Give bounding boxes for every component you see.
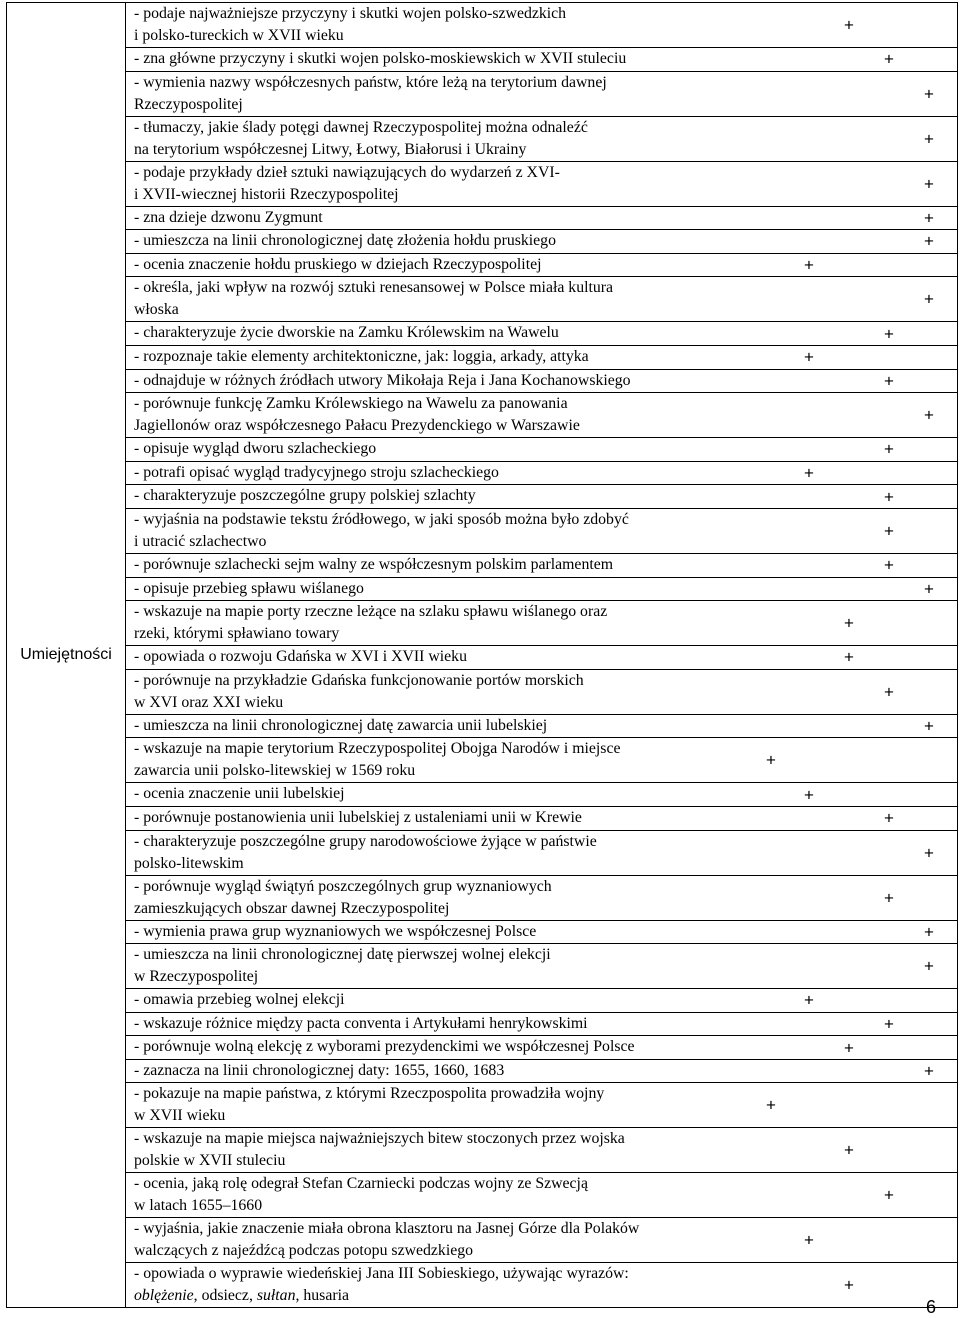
- section-label: Umiejętności: [20, 646, 112, 664]
- plus-mark: +: [924, 208, 934, 228]
- skill-item: [126, 806, 957, 830]
- skill-item: [126, 714, 957, 738]
- skill-text: - tłumaczy, jakie ślady potęgi dawnej Rzeczypospolitej można odnaleźć na terytorium współczesnej Litwy, Łotwy, Białorusi i Ukrainy: [134, 118, 588, 158]
- plus-mark: +: [884, 371, 894, 391]
- plus-mark: +: [924, 231, 934, 251]
- skill-item: [126, 782, 957, 806]
- plus-mark: +: [844, 647, 854, 667]
- plus-mark: +: [924, 922, 934, 942]
- plus-mark: +: [924, 956, 934, 976]
- skill-item: [126, 1262, 957, 1307]
- skill-text: - wyjaśnia na podstawie tekstu źródłowego, w jaki sposób można było zdobyć i utracić szlachectwo: [134, 510, 629, 550]
- skill-item: [126, 737, 957, 782]
- skill-item: [126, 988, 957, 1012]
- skill-text: - określa, jaki wpływ na rozwój sztuki renesansowej w Polsce miała kultura włoska: [134, 279, 614, 319]
- skill-item: [126, 553, 957, 577]
- skill-text: - wskazuje różnice między pacta conventa i Artykułami henrykowskimi: [134, 1014, 588, 1032]
- skill-item: [126, 321, 957, 345]
- skills-list-cell: [126, 3, 958, 1308]
- skill-text: - opowiada o wyprawie wiedeńskiej Jana III Sobieskiego, używając wyrazów: oblężenie, odsiecz, sułtan, husaria: [134, 1265, 629, 1305]
- skill-text: - wskazuje na mapie miejsca najważniejszych bitew stoczonych przez wojska polskie w XVII stuleciu: [134, 1130, 625, 1170]
- skill-item: [126, 645, 957, 669]
- skill-text: - umieszcza na linii chronologicznej datę pierwszej wolnej elekcji w Rzeczypospolitej: [134, 946, 551, 986]
- skill-text: - odnajduje w różnych źródłach utwory Mikołaja Reja i Jana Kochanowskiego: [134, 371, 631, 389]
- skill-item: [126, 830, 957, 875]
- skill-text: - porównuje postanowienia unii lubelskiej z ustaleniami unii w Krewie: [134, 808, 582, 826]
- skill-text: - wskazuje na mapie porty rzeczne leżące na szlaku spławu wiślanego oraz rzeki, którymi spławiano towary: [134, 603, 608, 643]
- plus-mark: +: [924, 1061, 934, 1081]
- skill-text: - porównuje wolną elekcję z wyborami prezydenckimi we współczesnej Polsce: [134, 1038, 635, 1056]
- skill-text: - potrafi opisać wygląd tradycyjnego stroju szlacheckiego: [134, 463, 499, 481]
- skill-text: - rozpoznaje takie elementy architektoniczne, jak: loggia, arkady, attyka: [134, 347, 589, 365]
- skills-table: [6, 2, 958, 1308]
- plus-mark: +: [804, 990, 814, 1010]
- skill-item: [126, 461, 957, 485]
- plus-mark: +: [884, 324, 894, 344]
- plus-mark: +: [884, 682, 894, 702]
- skill-text: - opisuje przebieg spławu wiślanego: [134, 579, 364, 597]
- plus-mark: +: [884, 555, 894, 575]
- plus-mark: +: [844, 15, 854, 35]
- page-number: 6: [925, 1297, 936, 1317]
- skill-item: [126, 369, 957, 393]
- plus-mark: +: [924, 84, 934, 104]
- skill-item: [126, 1082, 957, 1127]
- plus-mark: +: [844, 1275, 854, 1295]
- skill-item: [126, 1217, 957, 1262]
- skill-text: - zaznacza na linii chronologicznej daty: 1655, 1660, 1683: [134, 1061, 505, 1079]
- skill-text: - porównuje na przykładzie Gdańska funkcjonowanie portów morskich w XVI oraz XXI wieku: [134, 671, 584, 711]
- skill-item: [126, 392, 957, 437]
- skill-text: - ocenia, jaką rolę odegrał Stefan Czarniecki podczas wojny ze Szwecją w latach 1655–1660: [134, 1175, 588, 1215]
- skill-text: - zna główne przyczyny i skutki wojen polsko-moskiewskich w XVII stuleciu: [134, 50, 627, 67]
- plus-mark: +: [766, 750, 776, 770]
- skill-text: - ocenia znaczenie hołdu pruskiego w dziejach Rzeczypospolitej: [134, 255, 542, 273]
- skill-item: [126, 345, 957, 369]
- plus-mark: +: [844, 1038, 854, 1058]
- skill-text: - umieszcza na linii chronologicznej datę złożenia hołdu pruskiego: [134, 232, 556, 250]
- skill-text: - umieszcza na linii chronologicznej datę zawarcia unii lubelskiej: [134, 716, 548, 734]
- skill-text: - opisuje wygląd dworu szlacheckiego: [134, 440, 377, 458]
- skill-text: - podaje najważniejsze przyczyny i skutki wojen polsko-szwedzkich i polsko-tureckich w XVII wieku: [134, 5, 567, 44]
- plus-mark: +: [924, 716, 934, 736]
- plus-mark: +: [804, 785, 814, 805]
- skill-item: [126, 920, 957, 944]
- skill-item: [126, 484, 957, 508]
- skill-text: - pokazuje na mapie państwa, z którymi Rzeczpospolita prowadziła wojny w XVII wieku: [134, 1085, 605, 1125]
- skill-text: - porównuje funkcję Zamku Królewskiego na Wawelu za panowania Jagiellonów oraz współczesnego Pałacu Prezydenckiego w Warszawie: [134, 395, 580, 435]
- plus-mark: +: [844, 1140, 854, 1160]
- skill-item: [126, 600, 957, 645]
- skill-item: [126, 577, 957, 601]
- skill-item: [126, 669, 957, 714]
- section-label-cell: [7, 3, 126, 1308]
- plus-mark: +: [804, 1230, 814, 1250]
- plus-mark: +: [804, 255, 814, 275]
- skill-text: - porównuje szlachecki sejm walny ze współczesnym polskim parlamentem: [134, 555, 614, 573]
- skill-text: - wymienia nazwy współczesnych państw, które leżą na terytorium dawnej Rzeczypospolitej: [134, 73, 607, 113]
- plus-mark: +: [766, 1095, 776, 1115]
- skill-text: - opowiada o rozwoju Gdańska w XVI i XVII wieku: [134, 648, 467, 666]
- skill-item: [126, 3, 957, 47]
- skill-text: - omawia przebieg wolnej elekcji: [134, 991, 345, 1009]
- skill-text: - wymienia prawa grup wyznaniowych we współczesnej Polsce: [134, 922, 537, 940]
- skill-item: [126, 116, 957, 161]
- skill-item: [126, 71, 957, 116]
- document-page: [6, 2, 958, 1308]
- plus-mark: +: [884, 1185, 894, 1205]
- skill-text: - wyjaśnia, jakie znaczenie miała obrona klasztoru na Jasnej Górze dla Polaków walczących z najeźdźcą podczas potopu szwedzkiego: [134, 1220, 640, 1260]
- plus-mark: +: [924, 129, 934, 149]
- skill-text: - porównuje wygląd świątyń poszczególnych grup wyznaniowych zamieszkujących obszar dawnej Rzeczypospolitej: [134, 877, 552, 917]
- plus-mark: +: [804, 347, 814, 367]
- skill-text: - ocenia znaczenie unii lubelskiej: [134, 785, 345, 803]
- table-row: [7, 3, 958, 1308]
- skill-item: [126, 1172, 957, 1217]
- skill-item: [126, 229, 957, 253]
- skill-item: [126, 1012, 957, 1036]
- skill-text: - wskazuje na mapie terytorium Rzeczypospolitej Obojga Narodów i miejsce zawarcia unii polsko-litewskiej w 1569 roku: [134, 740, 621, 780]
- plus-mark: +: [924, 289, 934, 309]
- plus-mark: +: [884, 49, 894, 69]
- plus-mark: +: [884, 439, 894, 459]
- plus-mark: +: [884, 521, 894, 541]
- plus-mark: +: [844, 613, 854, 633]
- plus-mark: +: [924, 174, 934, 194]
- skill-item: [126, 253, 957, 277]
- skill-text: - zna dzieje dzwonu Zygmunt: [134, 208, 323, 226]
- skill-text: - charakteryzuje życie dworskie na Zamku Królewskim na Wawelu: [134, 324, 559, 342]
- plus-mark: +: [924, 579, 934, 599]
- plus-mark: +: [924, 405, 934, 425]
- plus-mark: +: [884, 487, 894, 507]
- skill-item: [126, 943, 957, 988]
- skill-item: [126, 47, 957, 71]
- plus-mark: +: [884, 808, 894, 828]
- skill-text: - charakteryzuje poszczególne grupy narodowościowe żyjące w państwie polsko-litewskim: [134, 832, 597, 872]
- skill-item: [126, 161, 957, 206]
- plus-mark: +: [924, 843, 934, 862]
- skill-text: - podaje przykłady dzieł sztuki nawiązujących do wydarzeń z XVI- i XVII-wiecznej historii Rzeczypospolitej: [134, 163, 560, 203]
- skill-item: [126, 1035, 957, 1059]
- skill-item: [126, 437, 957, 461]
- skill-item: [126, 1059, 957, 1083]
- skill-item: [126, 206, 957, 230]
- plus-mark: +: [804, 463, 814, 483]
- plus-mark: +: [884, 888, 894, 907]
- plus-mark: +: [884, 1014, 894, 1034]
- skill-item: [126, 508, 957, 553]
- skill-item: [126, 1127, 957, 1172]
- skill-text: - charakteryzuje poszczególne grupy polskiej szlachty: [134, 487, 476, 505]
- skill-item: [126, 875, 957, 920]
- skill-item: [126, 276, 957, 321]
